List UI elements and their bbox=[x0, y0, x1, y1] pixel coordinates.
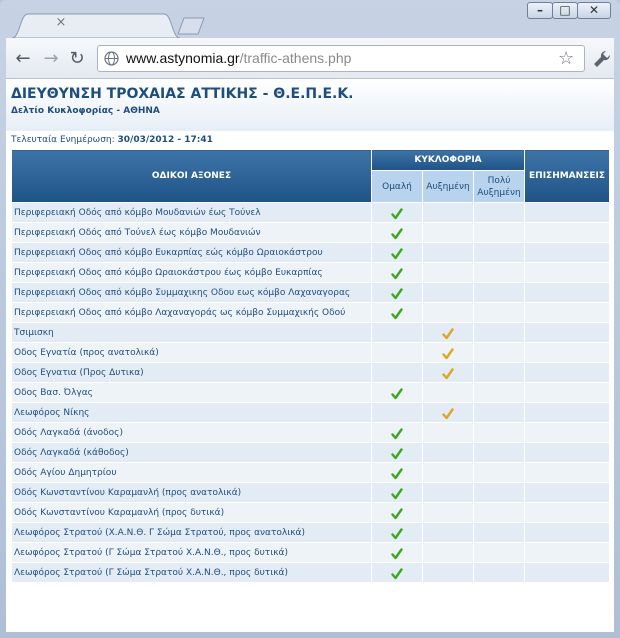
road-name: Οδός Αγίου Δημητρίου bbox=[12, 463, 372, 483]
browser-tab[interactable] bbox=[12, 12, 180, 38]
page-banner bbox=[6, 79, 614, 131]
status-cell bbox=[423, 263, 474, 283]
table-row bbox=[12, 463, 610, 483]
road-name: Περιφερειακή Οδος από κόμβο Συμμαχικης Οδου εως κόμβο Λαχαναγορας bbox=[12, 283, 372, 303]
last-updated bbox=[11, 135, 213, 145]
url-domain: www.astynomia.gr bbox=[126, 50, 240, 66]
notes-cell bbox=[525, 503, 610, 523]
table-row bbox=[12, 303, 610, 323]
road-name: Περιφερειακή Οδος από κόμβο Λαχαναγοράς ως κόμβο Συμμαχικής Οδού bbox=[12, 303, 372, 323]
header-very-increased-line1: Πολύ bbox=[487, 175, 511, 186]
road-name: Οδος Εγνατία (προς ανατολικά) bbox=[12, 343, 372, 363]
last-updated-value: 30/03/2012 - 17:41 bbox=[117, 135, 213, 145]
status-cell bbox=[474, 283, 525, 303]
maximize-icon: □ bbox=[559, 3, 571, 17]
status-cell bbox=[372, 443, 423, 463]
status-cell bbox=[474, 503, 525, 523]
bookmark-star-icon[interactable]: ☆ bbox=[558, 48, 575, 69]
status-cell bbox=[474, 263, 525, 283]
road-name: Οδός Κωνσταντίνου Καραμανλή (προς ανατολικά) bbox=[12, 483, 372, 503]
traffic-table bbox=[11, 149, 610, 583]
status-cell bbox=[423, 283, 474, 303]
check-icon bbox=[391, 428, 403, 440]
status-cell bbox=[474, 403, 525, 423]
check-icon bbox=[391, 288, 403, 300]
browser-toolbar bbox=[6, 38, 614, 79]
status-cell bbox=[372, 383, 423, 403]
road-name: Περιφερειακή Οδός από κόμβο Μουδανιών έως Τούνελ bbox=[12, 203, 372, 223]
road-name: Περιφερειακή Οδός από Τούνελ έως κόμβο Μουδανιών bbox=[12, 223, 372, 243]
status-cell bbox=[423, 463, 474, 483]
close-window-button[interactable] bbox=[577, 2, 611, 19]
notes-cell bbox=[525, 523, 610, 543]
status-cell bbox=[474, 323, 525, 343]
notes-cell bbox=[525, 323, 610, 343]
status-cell bbox=[372, 363, 423, 383]
table-row bbox=[12, 423, 610, 443]
notes-cell bbox=[525, 223, 610, 243]
road-name: Οδός Λαγκαδά (κάθοδος) bbox=[12, 443, 372, 463]
reload-icon[interactable]: ↻ bbox=[69, 48, 85, 69]
notes-cell bbox=[525, 303, 610, 323]
table-row bbox=[12, 543, 610, 563]
notes-cell bbox=[525, 383, 610, 403]
check-icon bbox=[391, 208, 403, 220]
road-name: Λεωφόρος Στρατού (Γ Σώμα Στρατού Χ.Α.Ν.Θ., προς δυτικά) bbox=[12, 563, 372, 583]
status-cell bbox=[423, 223, 474, 243]
status-cell bbox=[474, 523, 525, 543]
table-row bbox=[12, 203, 610, 223]
url-path: /traffic-athens.php bbox=[239, 50, 352, 66]
new-tab-button[interactable] bbox=[176, 16, 208, 36]
status-cell bbox=[423, 203, 474, 223]
status-cell bbox=[474, 463, 525, 483]
status-cell bbox=[423, 483, 474, 503]
status-cell bbox=[372, 203, 423, 223]
status-cell bbox=[423, 563, 474, 583]
table-row bbox=[12, 323, 610, 343]
status-cell bbox=[474, 423, 525, 443]
status-cell bbox=[372, 323, 423, 343]
check-icon bbox=[391, 468, 403, 480]
page-content bbox=[6, 79, 614, 632]
notes-cell bbox=[525, 403, 610, 423]
check-icon bbox=[391, 248, 403, 260]
page-title: ΔΙΕΥΘΥΝΣΗ ΤΡΟΧΑΙΑΣ ΑΤΤΙΚΗΣ - Θ.Ε.Π.Ε.Κ. bbox=[11, 86, 354, 102]
status-cell bbox=[372, 523, 423, 543]
forward-arrow-icon[interactable]: → bbox=[43, 48, 59, 69]
header-increased: Αυξημένη bbox=[423, 171, 474, 203]
notes-cell bbox=[525, 443, 610, 463]
status-cell bbox=[474, 203, 525, 223]
road-name: Λεωφόρος Στρατού (Γ Σώμα Στρατού Χ.Α.Ν.Θ., προς δυτικά) bbox=[12, 543, 372, 563]
status-cell bbox=[474, 363, 525, 383]
status-cell bbox=[423, 323, 474, 343]
status-cell bbox=[372, 283, 423, 303]
check-icon bbox=[391, 548, 403, 560]
table-row bbox=[12, 243, 610, 263]
table-row bbox=[12, 403, 610, 423]
table-row bbox=[12, 263, 610, 283]
traffic-rows bbox=[12, 203, 610, 583]
road-name: Λεωφόρος Νίκης bbox=[12, 403, 372, 423]
wrench-icon[interactable] bbox=[592, 49, 612, 69]
check-icon bbox=[391, 388, 403, 400]
road-name: Περιφερειακή Οδος από κόμβο Ευκαρπίας εώς κόμβο Ωραιοκάστρου bbox=[12, 243, 372, 263]
status-cell bbox=[423, 303, 474, 323]
road-name: Οδος Βασ. Όλγας bbox=[12, 383, 372, 403]
header-notes: ΕΠΙΣΗΜΑΝΣΕΙΣ bbox=[525, 150, 610, 203]
globe-icon bbox=[104, 51, 119, 66]
status-cell bbox=[372, 543, 423, 563]
notes-cell bbox=[525, 563, 610, 583]
header-traffic: ΚΥΚΛΟΦΟΡΙΑ bbox=[372, 150, 525, 171]
notes-cell bbox=[525, 463, 610, 483]
status-cell bbox=[423, 343, 474, 363]
check-icon bbox=[391, 268, 403, 280]
check-icon bbox=[391, 308, 403, 320]
status-cell bbox=[474, 303, 525, 323]
tab-close-icon[interactable]: × bbox=[55, 15, 67, 30]
table-row bbox=[12, 383, 610, 403]
status-cell bbox=[372, 483, 423, 503]
check-icon bbox=[391, 448, 403, 460]
status-cell bbox=[372, 303, 423, 323]
table-row bbox=[12, 563, 610, 583]
status-cell bbox=[423, 363, 474, 383]
table-row bbox=[12, 363, 610, 383]
status-cell bbox=[423, 523, 474, 543]
table-row bbox=[12, 443, 610, 463]
close-icon: ✕ bbox=[588, 3, 600, 17]
status-cell bbox=[423, 503, 474, 523]
status-cell bbox=[423, 423, 474, 443]
url-text bbox=[126, 46, 351, 71]
check-icon bbox=[442, 348, 454, 360]
notes-cell bbox=[525, 283, 610, 303]
check-icon bbox=[391, 568, 403, 580]
back-arrow-icon[interactable]: ← bbox=[15, 48, 31, 69]
status-cell bbox=[474, 543, 525, 563]
notes-cell bbox=[525, 263, 610, 283]
status-cell bbox=[372, 343, 423, 363]
status-cell bbox=[423, 403, 474, 423]
road-name: Οδός Κωνσταντίνου Καραμανλή (προς δυτικά) bbox=[12, 503, 372, 523]
table-row bbox=[12, 503, 610, 523]
table-row bbox=[12, 483, 610, 503]
status-cell bbox=[372, 423, 423, 443]
status-cell bbox=[474, 483, 525, 503]
road-name: Λεωφόρος Στρατού (Χ.Α.Ν.Θ. Γ Σώμα Στρατού, προς ανατολικά) bbox=[12, 523, 372, 543]
check-icon bbox=[442, 368, 454, 380]
check-icon bbox=[391, 228, 403, 240]
notes-cell bbox=[525, 423, 610, 443]
table-row bbox=[12, 223, 610, 243]
new-tab-icon bbox=[176, 16, 208, 36]
status-cell bbox=[372, 463, 423, 483]
road-name: Τσιμισκη bbox=[12, 323, 372, 343]
check-icon bbox=[391, 508, 403, 520]
address-bar[interactable] bbox=[97, 45, 585, 72]
check-icon bbox=[442, 408, 454, 420]
notes-cell bbox=[525, 363, 610, 383]
check-icon bbox=[442, 328, 454, 340]
status-cell bbox=[372, 563, 423, 583]
status-cell bbox=[423, 543, 474, 563]
notes-cell bbox=[525, 483, 610, 503]
table-row bbox=[12, 283, 610, 303]
status-cell bbox=[423, 443, 474, 463]
header-very-increased-line2: Αυξημένη bbox=[477, 187, 521, 198]
minimize-icon: – bbox=[537, 3, 543, 17]
status-cell bbox=[423, 243, 474, 263]
status-cell bbox=[474, 223, 525, 243]
road-name: Περιφερειακή Οδος από κόμβο Ωραιοκάστρου έως κόμβο Ευκαρπίας bbox=[12, 263, 372, 283]
road-name: Οδός Λαγκαδά (άνοδος) bbox=[12, 423, 372, 443]
status-cell bbox=[474, 563, 525, 583]
tab-shape bbox=[12, 12, 180, 38]
notes-cell bbox=[525, 203, 610, 223]
status-cell bbox=[423, 383, 474, 403]
header-roads: ΟΔΙΚΟΙ ΑΞΟΝΕΣ bbox=[12, 150, 372, 203]
road-name: Οδος Εγνατια (Προς Δυτικα) bbox=[12, 363, 372, 383]
header-normal: Ομαλή bbox=[372, 171, 423, 203]
minimize-button[interactable] bbox=[527, 2, 553, 19]
maximize-button[interactable] bbox=[552, 2, 578, 19]
table-row bbox=[12, 343, 610, 363]
status-cell bbox=[372, 223, 423, 243]
table-row bbox=[12, 523, 610, 543]
page-subtitle: Δελτίο Κυκλοφορίας - ΑΘΗΝΑ bbox=[11, 106, 160, 116]
notes-cell bbox=[525, 343, 610, 363]
notes-cell bbox=[525, 243, 610, 263]
check-icon bbox=[391, 488, 403, 500]
last-updated-label: Τελευταία Ενημέρωση: bbox=[11, 135, 115, 145]
header-very-increased bbox=[474, 171, 525, 203]
status-cell bbox=[474, 383, 525, 403]
status-cell bbox=[474, 343, 525, 363]
status-cell bbox=[372, 403, 423, 423]
status-cell bbox=[372, 263, 423, 283]
status-cell bbox=[372, 243, 423, 263]
notes-cell bbox=[525, 543, 610, 563]
status-cell bbox=[474, 443, 525, 463]
status-cell bbox=[474, 243, 525, 263]
check-icon bbox=[391, 528, 403, 540]
status-cell bbox=[372, 503, 423, 523]
